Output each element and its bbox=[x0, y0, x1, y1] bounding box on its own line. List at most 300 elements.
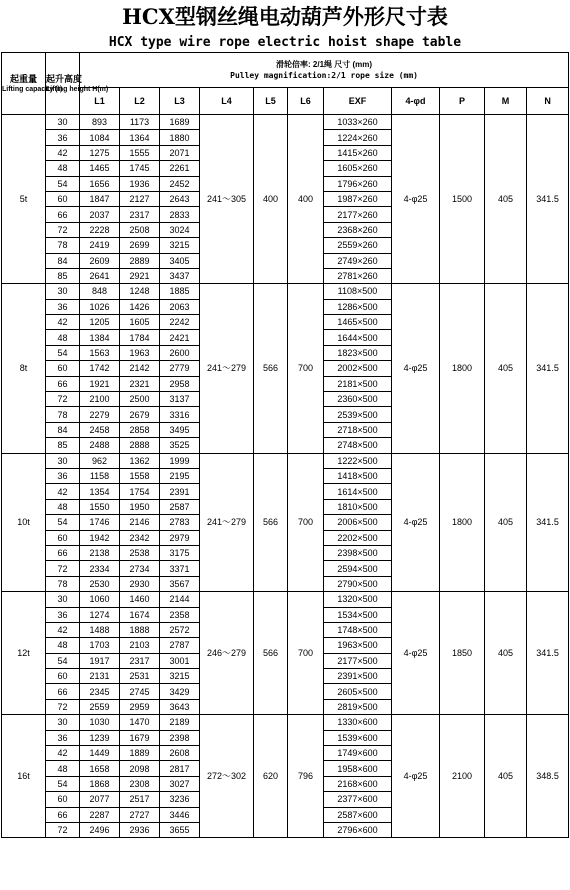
exf-cell: 2360×500 bbox=[324, 392, 392, 407]
l3-cell: 3446 bbox=[160, 807, 200, 822]
exf-cell: 1823×500 bbox=[324, 345, 392, 360]
l1-cell: 848 bbox=[80, 284, 120, 299]
l1-cell: 1274 bbox=[80, 607, 120, 622]
l1-cell: 1488 bbox=[80, 622, 120, 637]
height-cell: 30 bbox=[46, 592, 80, 607]
exf-cell: 2749×260 bbox=[324, 253, 392, 268]
l3-cell: 2779 bbox=[160, 361, 200, 376]
l3-cell: 3567 bbox=[160, 576, 200, 591]
l1-cell: 1917 bbox=[80, 653, 120, 668]
p-cell: 1500 bbox=[440, 115, 485, 284]
l1-cell: 2077 bbox=[80, 792, 120, 807]
height-cell: 48 bbox=[46, 161, 80, 176]
height-cell: 60 bbox=[46, 530, 80, 545]
height-cell: 30 bbox=[46, 284, 80, 299]
exf-cell: 2559×260 bbox=[324, 238, 392, 253]
height-cell: 54 bbox=[46, 345, 80, 360]
l1-cell: 893 bbox=[80, 115, 120, 130]
l3-cell: 3001 bbox=[160, 653, 200, 668]
exf-cell: 1963×500 bbox=[324, 638, 392, 653]
exf-cell: 2605×500 bbox=[324, 684, 392, 699]
l3-cell: 2071 bbox=[160, 145, 200, 160]
column-header: N bbox=[527, 88, 569, 115]
capacity-cell: 8t bbox=[2, 284, 46, 453]
l3-cell: 2587 bbox=[160, 499, 200, 514]
column-header: L1 bbox=[80, 88, 120, 115]
l2-cell: 1674 bbox=[120, 607, 160, 622]
height-cell: 84 bbox=[46, 253, 80, 268]
height-cell: 60 bbox=[46, 361, 80, 376]
l4-cell: 241～279 bbox=[200, 453, 254, 592]
column-header: L4 bbox=[200, 88, 254, 115]
l2-cell: 2146 bbox=[120, 515, 160, 530]
column-header: EXF bbox=[324, 88, 392, 115]
height-cell: 36 bbox=[46, 730, 80, 745]
l6-cell: 400 bbox=[288, 115, 324, 284]
exf-cell: 1033×260 bbox=[324, 115, 392, 130]
l2-cell: 2538 bbox=[120, 545, 160, 560]
bolt-hole-cell: 4-φ25 bbox=[392, 592, 440, 715]
height-cell: 78 bbox=[46, 407, 80, 422]
l3-cell: 3525 bbox=[160, 438, 200, 453]
page-subtitle: HCX type wire rope electric hoist shape table bbox=[108, 35, 462, 50]
l1-cell: 2559 bbox=[80, 699, 120, 714]
l2-cell: 2127 bbox=[120, 191, 160, 206]
m-cell: 405 bbox=[485, 284, 527, 453]
height-cell: 66 bbox=[46, 807, 80, 822]
l3-cell: 3405 bbox=[160, 253, 200, 268]
l1-cell: 1868 bbox=[80, 776, 120, 791]
n-cell: 341.5 bbox=[527, 592, 569, 715]
height-cell: 36 bbox=[46, 299, 80, 314]
exf-cell: 1614×500 bbox=[324, 484, 392, 499]
l3-cell: 3215 bbox=[160, 669, 200, 684]
height-cell: 84 bbox=[46, 422, 80, 437]
l1-cell: 2334 bbox=[80, 561, 120, 576]
l2-cell: 1889 bbox=[120, 746, 160, 761]
l2-cell: 2936 bbox=[120, 822, 160, 837]
height-cell: 30 bbox=[46, 453, 80, 468]
l1-cell: 1658 bbox=[80, 761, 120, 776]
l2-cell: 2888 bbox=[120, 438, 160, 453]
l2-cell: 2727 bbox=[120, 807, 160, 822]
height-cell: 54 bbox=[46, 176, 80, 191]
exf-cell: 1418×500 bbox=[324, 468, 392, 483]
l2-cell: 2921 bbox=[120, 268, 160, 283]
l2-cell: 2308 bbox=[120, 776, 160, 791]
column-header: L3 bbox=[160, 88, 200, 115]
l2-cell: 1248 bbox=[120, 284, 160, 299]
l1-cell: 2131 bbox=[80, 669, 120, 684]
l2-cell: 2531 bbox=[120, 669, 160, 684]
height-cell: 36 bbox=[46, 130, 80, 145]
l3-cell: 3429 bbox=[160, 684, 200, 699]
l1-cell: 1921 bbox=[80, 376, 120, 391]
height-cell: 66 bbox=[46, 376, 80, 391]
exf-cell: 2177×260 bbox=[324, 207, 392, 222]
column-header: L2 bbox=[120, 88, 160, 115]
l2-cell: 1470 bbox=[120, 715, 160, 730]
dimension-table bbox=[1, 52, 569, 838]
l2-cell: 1362 bbox=[120, 453, 160, 468]
l3-cell: 3437 bbox=[160, 268, 200, 283]
l3-cell: 2452 bbox=[160, 176, 200, 191]
l2-cell: 1426 bbox=[120, 299, 160, 314]
l1-cell: 1030 bbox=[80, 715, 120, 730]
height-cell: 72 bbox=[46, 392, 80, 407]
height-cell: 48 bbox=[46, 499, 80, 514]
l6-cell: 700 bbox=[288, 453, 324, 592]
n-cell: 341.5 bbox=[527, 284, 569, 453]
l1-cell: 962 bbox=[80, 453, 120, 468]
l2-cell: 2734 bbox=[120, 561, 160, 576]
l2-cell: 2699 bbox=[120, 238, 160, 253]
l6-cell: 700 bbox=[288, 592, 324, 715]
l5-cell: 566 bbox=[254, 284, 288, 453]
l1-cell: 1060 bbox=[80, 592, 120, 607]
l2-cell: 2959 bbox=[120, 699, 160, 714]
height-cell: 78 bbox=[46, 576, 80, 591]
exf-cell: 2002×500 bbox=[324, 361, 392, 376]
l1-cell: 2287 bbox=[80, 807, 120, 822]
l1-cell: 2609 bbox=[80, 253, 120, 268]
header-capacity-en: Lifting capacity (t) bbox=[2, 85, 63, 93]
height-cell: 72 bbox=[46, 561, 80, 576]
height-cell: 85 bbox=[46, 438, 80, 453]
bolt-hole-cell: 4-φ25 bbox=[392, 284, 440, 453]
l3-cell: 3236 bbox=[160, 792, 200, 807]
l3-cell: 1999 bbox=[160, 453, 200, 468]
height-cell: 60 bbox=[46, 669, 80, 684]
l3-cell: 2063 bbox=[160, 299, 200, 314]
l2-cell: 2500 bbox=[120, 392, 160, 407]
height-cell: 42 bbox=[46, 145, 80, 160]
l1-cell: 1465 bbox=[80, 161, 120, 176]
l1-cell: 1239 bbox=[80, 730, 120, 745]
l2-cell: 1963 bbox=[120, 345, 160, 360]
column-header: 4-φd bbox=[392, 88, 440, 115]
page-title: HCX型钢丝绳电动葫芦外形尺寸表 bbox=[122, 4, 448, 29]
height-cell: 36 bbox=[46, 607, 80, 622]
exf-cell: 1465×500 bbox=[324, 315, 392, 330]
exf-cell: 2718×500 bbox=[324, 422, 392, 437]
l1-cell: 1942 bbox=[80, 530, 120, 545]
n-cell: 341.5 bbox=[527, 453, 569, 592]
p-cell: 1850 bbox=[440, 592, 485, 715]
exf-cell: 1330×600 bbox=[324, 715, 392, 730]
p-cell: 2100 bbox=[440, 715, 485, 838]
l1-cell: 1742 bbox=[80, 361, 120, 376]
height-cell: 66 bbox=[46, 207, 80, 222]
height-cell: 66 bbox=[46, 545, 80, 560]
bolt-hole-cell: 4-φ25 bbox=[392, 453, 440, 592]
capacity-cell: 16t bbox=[2, 715, 46, 838]
exf-cell: 1748×500 bbox=[324, 622, 392, 637]
header-pulley bbox=[80, 53, 569, 88]
height-cell: 54 bbox=[46, 515, 80, 530]
exf-cell: 2168×600 bbox=[324, 776, 392, 791]
l3-cell: 2958 bbox=[160, 376, 200, 391]
exf-cell: 1224×260 bbox=[324, 130, 392, 145]
exf-cell: 2587×600 bbox=[324, 807, 392, 822]
l2-cell: 1679 bbox=[120, 730, 160, 745]
l2-cell: 2508 bbox=[120, 222, 160, 237]
l2-cell: 2317 bbox=[120, 207, 160, 222]
height-cell: 30 bbox=[46, 115, 80, 130]
l1-cell: 2419 bbox=[80, 238, 120, 253]
table-row bbox=[2, 715, 569, 730]
height-cell: 54 bbox=[46, 653, 80, 668]
l2-cell: 2889 bbox=[120, 253, 160, 268]
table-row bbox=[2, 284, 569, 299]
column-header: M bbox=[485, 88, 527, 115]
exf-cell: 2368×260 bbox=[324, 222, 392, 237]
l2-cell: 1605 bbox=[120, 315, 160, 330]
height-cell: 66 bbox=[46, 684, 80, 699]
header-pulley-cn: 滑轮倍率: 2/1绳 尺寸 (mm) bbox=[276, 60, 373, 69]
l3-cell: 3175 bbox=[160, 545, 200, 560]
table-row bbox=[2, 453, 569, 468]
l1-cell: 2279 bbox=[80, 407, 120, 422]
l2-cell: 2930 bbox=[120, 576, 160, 591]
l1-cell: 1026 bbox=[80, 299, 120, 314]
exf-cell: 2177×500 bbox=[324, 653, 392, 668]
l1-cell: 2530 bbox=[80, 576, 120, 591]
height-cell: 78 bbox=[46, 238, 80, 253]
l1-cell: 2458 bbox=[80, 422, 120, 437]
l1-cell: 1550 bbox=[80, 499, 120, 514]
exf-cell: 1810×500 bbox=[324, 499, 392, 514]
header-capacity bbox=[2, 53, 63, 115]
l3-cell: 1885 bbox=[160, 284, 200, 299]
l2-cell: 2142 bbox=[120, 361, 160, 376]
table-row bbox=[2, 115, 569, 130]
l1-cell: 1656 bbox=[80, 176, 120, 191]
n-cell: 348.5 bbox=[527, 715, 569, 838]
l3-cell: 2144 bbox=[160, 592, 200, 607]
header-height-cn: 起升高度 bbox=[46, 73, 83, 84]
exf-cell: 2006×500 bbox=[324, 515, 392, 530]
l3-cell: 2189 bbox=[160, 715, 200, 730]
l3-cell: 2643 bbox=[160, 191, 200, 206]
l4-cell: 241～305 bbox=[200, 115, 254, 284]
l4-cell: 272～302 bbox=[200, 715, 254, 838]
l3-cell: 2817 bbox=[160, 761, 200, 776]
l1-cell: 2037 bbox=[80, 207, 120, 222]
column-header: L5 bbox=[254, 88, 288, 115]
l2-cell: 1364 bbox=[120, 130, 160, 145]
l3-cell: 3495 bbox=[160, 422, 200, 437]
exf-cell: 1320×500 bbox=[324, 592, 392, 607]
bolt-hole-cell: 4-φ25 bbox=[392, 115, 440, 284]
l3-cell: 1689 bbox=[160, 115, 200, 130]
l2-cell: 2517 bbox=[120, 792, 160, 807]
exf-cell: 2594×500 bbox=[324, 561, 392, 576]
header-height-en: Lifting height H(m) bbox=[46, 85, 109, 93]
l1-cell: 1746 bbox=[80, 515, 120, 530]
l3-cell: 2398 bbox=[160, 730, 200, 745]
l2-cell: 2858 bbox=[120, 422, 160, 437]
height-cell: 42 bbox=[46, 484, 80, 499]
l3-cell: 2391 bbox=[160, 484, 200, 499]
height-cell: 42 bbox=[46, 622, 80, 637]
l1-cell: 2641 bbox=[80, 268, 120, 283]
l2-cell: 1950 bbox=[120, 499, 160, 514]
l2-cell: 2679 bbox=[120, 407, 160, 422]
exf-cell: 1749×600 bbox=[324, 746, 392, 761]
m-cell: 405 bbox=[485, 453, 527, 592]
l2-cell: 2317 bbox=[120, 653, 160, 668]
exf-cell: 1958×600 bbox=[324, 761, 392, 776]
l5-cell: 566 bbox=[254, 592, 288, 715]
capacity-cell: 12t bbox=[2, 592, 46, 715]
height-cell: 60 bbox=[46, 792, 80, 807]
l1-cell: 1084 bbox=[80, 130, 120, 145]
exf-cell: 2790×500 bbox=[324, 576, 392, 591]
l3-cell: 2358 bbox=[160, 607, 200, 622]
exf-cell: 2539×500 bbox=[324, 407, 392, 422]
exf-cell: 2391×500 bbox=[324, 669, 392, 684]
exf-cell: 2781×260 bbox=[324, 268, 392, 283]
height-cell: 30 bbox=[46, 715, 80, 730]
exf-cell: 1415×260 bbox=[324, 145, 392, 160]
height-cell: 54 bbox=[46, 776, 80, 791]
l2-cell: 1745 bbox=[120, 161, 160, 176]
l1-cell: 1275 bbox=[80, 145, 120, 160]
l3-cell: 3655 bbox=[160, 822, 200, 837]
l3-cell: 2608 bbox=[160, 746, 200, 761]
height-cell: 85 bbox=[46, 268, 80, 283]
l2-cell: 1558 bbox=[120, 468, 160, 483]
l3-cell: 2242 bbox=[160, 315, 200, 330]
height-cell: 72 bbox=[46, 222, 80, 237]
l3-cell: 2421 bbox=[160, 330, 200, 345]
p-cell: 1800 bbox=[440, 284, 485, 453]
bolt-hole-cell: 4-φ25 bbox=[392, 715, 440, 838]
l3-cell: 2787 bbox=[160, 638, 200, 653]
column-header: P bbox=[440, 88, 485, 115]
l2-cell: 1173 bbox=[120, 115, 160, 130]
l3-cell: 3215 bbox=[160, 238, 200, 253]
l3-cell: 2979 bbox=[160, 530, 200, 545]
l1-cell: 1563 bbox=[80, 345, 120, 360]
l3-cell: 2783 bbox=[160, 515, 200, 530]
l3-cell: 3316 bbox=[160, 407, 200, 422]
l1-cell: 1158 bbox=[80, 468, 120, 483]
l3-cell: 3371 bbox=[160, 561, 200, 576]
l2-cell: 1754 bbox=[120, 484, 160, 499]
l4-cell: 241～279 bbox=[200, 284, 254, 453]
l1-cell: 1847 bbox=[80, 191, 120, 206]
exf-cell: 2377×600 bbox=[324, 792, 392, 807]
table-body bbox=[2, 115, 569, 838]
l3-cell: 2572 bbox=[160, 622, 200, 637]
l1-cell: 2345 bbox=[80, 684, 120, 699]
l3-cell: 3024 bbox=[160, 222, 200, 237]
l6-cell: 796 bbox=[288, 715, 324, 838]
l3-cell: 2261 bbox=[160, 161, 200, 176]
height-cell: 60 bbox=[46, 191, 80, 206]
exf-cell: 1796×260 bbox=[324, 176, 392, 191]
exf-cell: 1108×500 bbox=[324, 284, 392, 299]
l2-cell: 2098 bbox=[120, 761, 160, 776]
l2-cell: 2103 bbox=[120, 638, 160, 653]
l3-cell: 2600 bbox=[160, 345, 200, 360]
l1-cell: 1205 bbox=[80, 315, 120, 330]
l4-cell: 246～279 bbox=[200, 592, 254, 715]
header-capacity-cn: 起重量 bbox=[9, 73, 37, 84]
l1-cell: 1354 bbox=[80, 484, 120, 499]
exf-cell: 1222×500 bbox=[324, 453, 392, 468]
n-cell: 341.5 bbox=[527, 115, 569, 284]
exf-cell: 2181×500 bbox=[324, 376, 392, 391]
l3-cell: 3643 bbox=[160, 699, 200, 714]
capacity-cell: 5t bbox=[2, 115, 46, 284]
column-header: L6 bbox=[288, 88, 324, 115]
exf-cell: 2819×500 bbox=[324, 699, 392, 714]
m-cell: 405 bbox=[485, 715, 527, 838]
l1-cell: 2138 bbox=[80, 545, 120, 560]
exf-cell: 1605×260 bbox=[324, 161, 392, 176]
l2-cell: 1888 bbox=[120, 622, 160, 637]
exf-cell: 1987×260 bbox=[324, 191, 392, 206]
l2-cell: 2321 bbox=[120, 376, 160, 391]
exf-cell: 2748×500 bbox=[324, 438, 392, 453]
l2-cell: 2745 bbox=[120, 684, 160, 699]
height-cell: 48 bbox=[46, 638, 80, 653]
exf-cell: 2202×500 bbox=[324, 530, 392, 545]
height-cell: 72 bbox=[46, 699, 80, 714]
exf-cell: 1534×500 bbox=[324, 607, 392, 622]
l5-cell: 566 bbox=[254, 453, 288, 592]
height-cell: 36 bbox=[46, 468, 80, 483]
m-cell: 405 bbox=[485, 115, 527, 284]
l6-cell: 700 bbox=[288, 284, 324, 453]
height-cell: 48 bbox=[46, 761, 80, 776]
exf-cell: 1539×600 bbox=[324, 730, 392, 745]
l2-cell: 1555 bbox=[120, 145, 160, 160]
l5-cell: 400 bbox=[254, 115, 288, 284]
l2-cell: 1936 bbox=[120, 176, 160, 191]
l3-cell: 1880 bbox=[160, 130, 200, 145]
l3-cell: 3137 bbox=[160, 392, 200, 407]
table-row bbox=[2, 592, 569, 607]
l3-cell: 3027 bbox=[160, 776, 200, 791]
capacity-cell: 10t bbox=[2, 453, 46, 592]
l3-cell: 2833 bbox=[160, 207, 200, 222]
l1-cell: 1449 bbox=[80, 746, 120, 761]
p-cell: 1800 bbox=[440, 453, 485, 592]
l3-cell: 2195 bbox=[160, 468, 200, 483]
l1-cell: 1703 bbox=[80, 638, 120, 653]
l2-cell: 2342 bbox=[120, 530, 160, 545]
height-cell: 72 bbox=[46, 822, 80, 837]
height-cell: 48 bbox=[46, 330, 80, 345]
l2-cell: 1460 bbox=[120, 592, 160, 607]
l1-cell: 2488 bbox=[80, 438, 120, 453]
height-cell: 42 bbox=[46, 315, 80, 330]
l5-cell: 620 bbox=[254, 715, 288, 838]
l1-cell: 2496 bbox=[80, 822, 120, 837]
header-pulley-en: Pulley magnification:2/1 rope size (mm) bbox=[230, 71, 418, 80]
exf-cell: 1644×500 bbox=[324, 330, 392, 345]
l1-cell: 2100 bbox=[80, 392, 120, 407]
exf-cell: 2398×500 bbox=[324, 545, 392, 560]
l1-cell: 2228 bbox=[80, 222, 120, 237]
m-cell: 405 bbox=[485, 592, 527, 715]
exf-cell: 1286×500 bbox=[324, 299, 392, 314]
l2-cell: 1784 bbox=[120, 330, 160, 345]
